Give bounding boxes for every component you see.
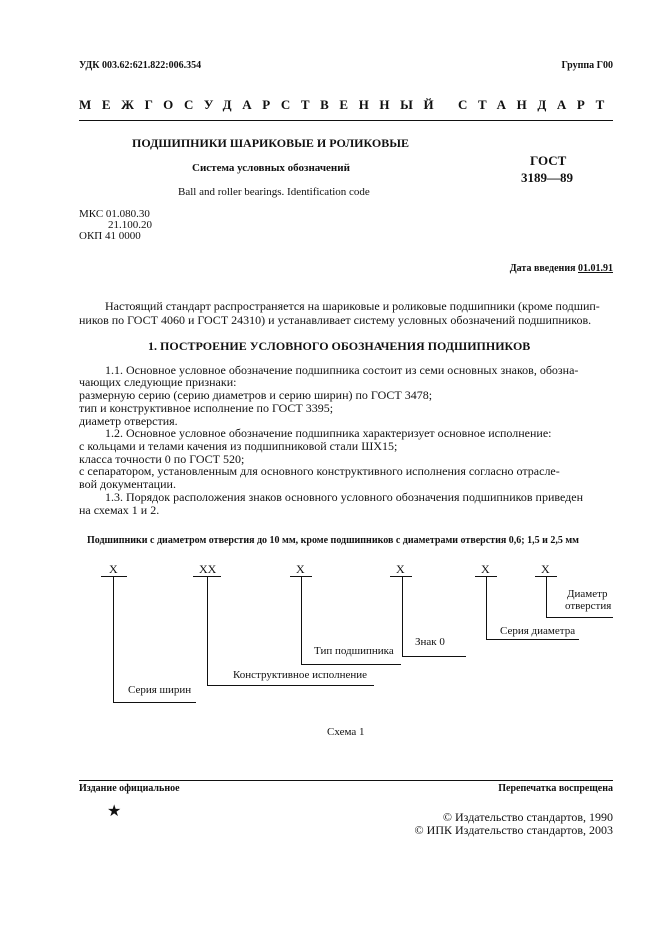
leader-diameter-series: [486, 577, 487, 639]
leader-design-h: [207, 685, 374, 686]
diagram-symbol: X: [541, 562, 550, 576]
diagram-symbol: X: [481, 562, 490, 576]
leader-sign-zero: [402, 577, 403, 656]
intro-paragraph-line1: Настоящий стандарт распространяется на шариковые и роликовые подшипники (кроме подшип-: [105, 299, 600, 313]
group-code: Группа Г00: [561, 60, 613, 71]
document-subtitle: Система условных обозначений: [192, 162, 350, 174]
label-width-series: Серия ширин: [128, 684, 192, 696]
english-title: Ball and roller bearings. Identification code: [178, 186, 370, 198]
leader-design: [207, 577, 208, 685]
diagram-symbol: XX: [199, 562, 217, 576]
leader-bearing-type: [301, 577, 302, 664]
leader-bore-h: [546, 617, 613, 618]
intro-date-value: 01.01.91: [578, 263, 613, 274]
symbol-underline: [101, 576, 127, 577]
body-line: с сепаратором, установленным для основного конструктивного исполнения согласно отрасле-: [79, 464, 560, 478]
copyright-1990: © Издательство стандартов, 1990: [442, 810, 613, 824]
body-line: класса точности 0 по ГОСТ 520;: [79, 452, 245, 466]
symbol-underline: [390, 576, 412, 577]
copyright-2003: © ИПК Издательство стандартов, 2003: [414, 823, 613, 837]
label-bore-1: Диаметр: [567, 588, 608, 600]
diagram-symbol: X: [296, 562, 305, 576]
label-diameter-series: Серия диаметра: [500, 625, 576, 637]
body-line: чающих следующие признаки:: [79, 375, 237, 389]
standard-banner: МЕЖГОСУДАРСТВЕННЫЙ СТАНДАРТ: [79, 97, 615, 112]
leader-width-series-h: [113, 702, 196, 703]
body-line: на схемах 1 и 2.: [79, 503, 160, 517]
intro-date-label: Дата введения: [509, 263, 576, 274]
leader-bearing-type-h: [301, 664, 401, 665]
label-design: Конструктивное исполнение: [233, 669, 368, 681]
leader-bore: [546, 577, 547, 617]
leader-width-series: [113, 577, 114, 702]
body-line: 1.1. Основное условное обозначение подшипника состоит из семи основных знаков, обозна-: [105, 363, 579, 377]
gost-number: 3189—89: [521, 170, 573, 185]
official-edition: Издание официальное: [79, 783, 180, 794]
body-line: размерную серию (серию диаметров и серию ширин) по ГОСТ 3478;: [79, 388, 433, 402]
okp-code: ОКП 41 0000: [79, 230, 141, 242]
mks-code-1: МКС 01.080.30: [79, 208, 150, 220]
body-line: диаметр отверстия.: [79, 414, 178, 428]
udk-code: УДК 003.62:621.822:006.354: [79, 60, 202, 71]
leader-sign-zero-h: [402, 656, 466, 657]
body-line: вой документации.: [79, 477, 176, 491]
diagram-caption: Схема 1: [327, 726, 365, 738]
gost-label: ГОСТ: [530, 153, 567, 168]
intro-paragraph-line2: ников по ГОСТ 4060 и ГОСТ 24310) и устанавливает систему условных обозначений подшипников.: [79, 313, 592, 327]
section-1-title: 1. ПОСТРОЕНИЕ УСЛОВНОГО ОБОЗНАЧЕНИЯ ПОДШИПНИКОВ: [148, 339, 531, 353]
diagram-title: Подшипники с диаметром отверстия до 10 мм, кроме подшипников с диаметрами отверстия 0,6; 1,5 и 2,5 мм: [87, 535, 579, 546]
body-line: тип и конструктивное исполнение по ГОСТ 3395;: [79, 401, 334, 415]
label-sign-zero: Знак 0: [415, 636, 445, 648]
star-icon: ★: [107, 803, 122, 820]
footer-divider: [79, 780, 613, 781]
diagram-symbol: X: [396, 562, 405, 576]
body-line: 1.2. Основное условное обозначение подшипника характеризует основное исполнение:: [105, 426, 552, 440]
body-line: 1.3. Порядок расположения знаков основного условного обозначения подшипников приведен: [105, 490, 584, 504]
leader-diameter-series-h: [486, 639, 579, 640]
document-title: ПОДШИПНИКИ ШАРИКОВЫЕ И РОЛИКОВЫЕ: [132, 136, 410, 150]
header-divider: [79, 120, 613, 121]
reprint-prohibited: Перепечатка воспрещена: [498, 783, 613, 794]
label-bearing-type: Тип подшипника: [314, 645, 394, 657]
mks-code-2: 21.100.20: [108, 219, 152, 231]
body-line: с кольцами и телами качения из подшипниковой стали ШХ15;: [79, 439, 398, 453]
label-bore-2: отверстия: [565, 600, 612, 612]
diagram-symbol: X: [109, 562, 118, 576]
intro-date: [510, 263, 613, 274]
